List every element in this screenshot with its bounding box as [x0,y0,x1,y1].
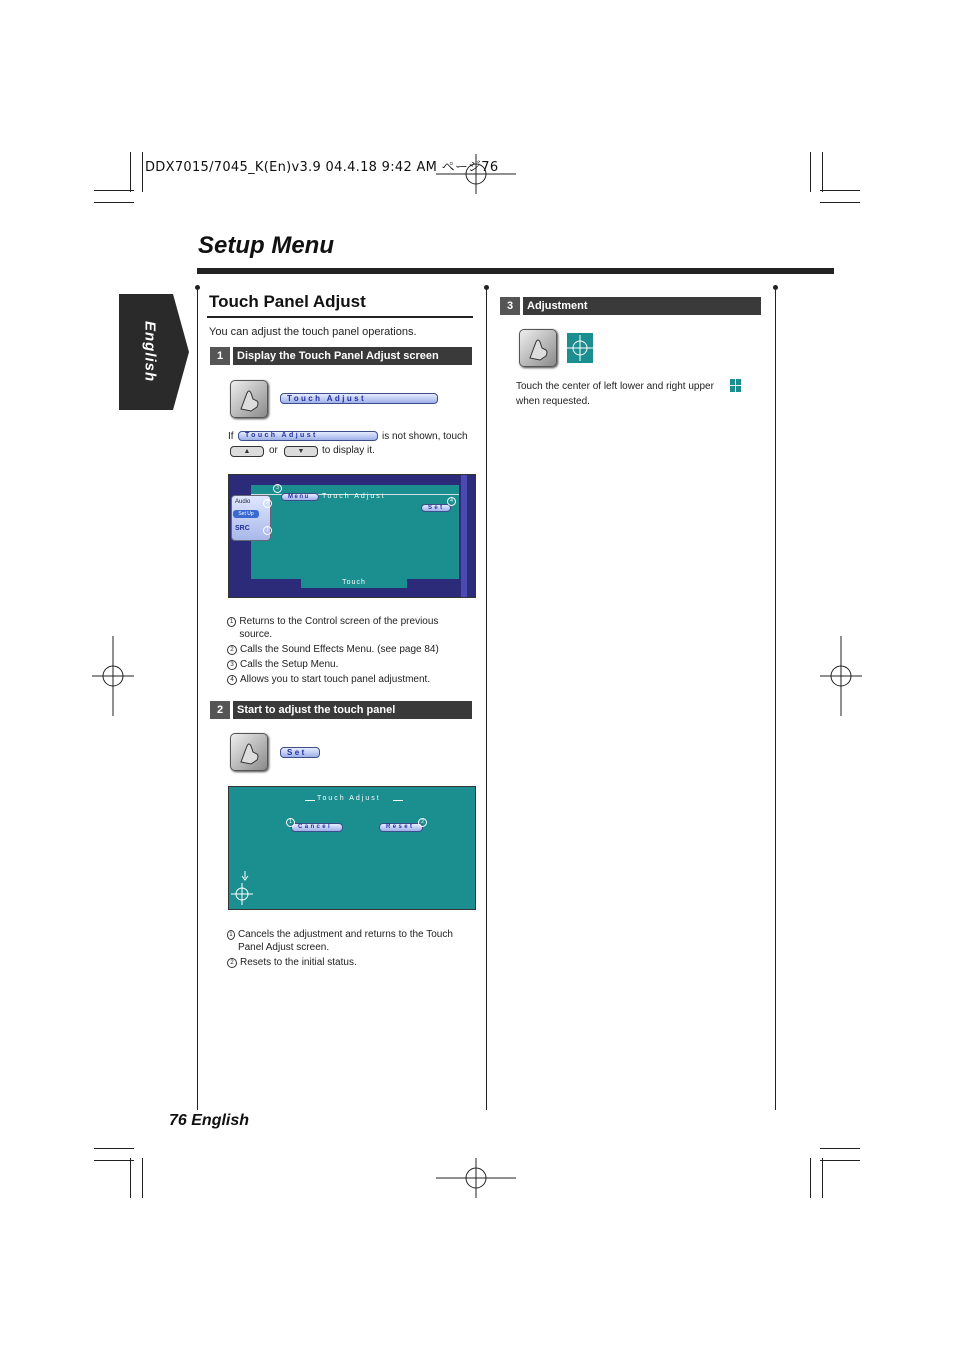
column-divider [486,290,487,1110]
crop-mark [94,1148,134,1149]
section-title: Touch Panel Adjust [209,292,366,311]
title-dash [305,800,315,801]
not-shown-text: is not shown, touch [382,431,468,442]
step-number: 3 [500,297,520,315]
crop-mark [820,1160,860,1161]
note-list [227,928,467,969]
registration-mark-icon [820,636,862,716]
note-number: 4 [227,675,237,685]
column-dot [484,285,489,290]
page-footer: 76 English [169,1112,250,1129]
setup-button[interactable]: Set Up [233,510,259,518]
note-text: Allows you to start touch panel adjustment. [240,674,431,685]
column-divider [197,290,198,1110]
marker-1: 1 [286,818,295,827]
screen-title: Touch Adjust [322,493,386,500]
crop-mark [820,1148,860,1149]
crop-mark [142,1158,143,1198]
crop-mark [94,1160,134,1161]
column-dot [773,285,778,290]
note-number: 3 [227,660,237,670]
marker-4: 4 [447,497,456,506]
note-item [227,928,467,954]
screen-right-band [461,475,467,597]
set-button[interactable]: Set [421,504,451,512]
column-dot [195,285,200,290]
crop-mark [822,1158,823,1198]
hand-touch-icon [230,733,268,771]
adjust-screen [228,786,476,910]
page-title: Setup Menu [198,232,334,259]
note-item [227,643,457,656]
or-text: or [269,445,278,456]
note-item [227,615,457,641]
step-number: 2 [210,701,230,719]
registration-mark-icon [436,136,516,216]
crop-mark [130,1158,131,1198]
marker-2: 2 [263,499,272,508]
language-tab-label: English [141,321,159,383]
crosshair-target-icon[interactable] [231,883,253,905]
touch-button[interactable]: Touch [301,578,407,588]
step-2-bar [210,701,472,719]
intro-text: You can adjust the touch panel operations. [209,326,417,338]
reset-button[interactable]: Reset [379,823,423,832]
down-arrow-icon [241,871,249,881]
step-3-bar [500,297,761,315]
scroll-down-button[interactable]: ▼ [284,446,318,457]
note-text: Resets to the initial status. [240,957,357,968]
step-number: 1 [210,347,230,365]
menu-button[interactable]: Menu [281,493,319,501]
crop-mark [820,190,860,191]
note-number: 2 [227,645,237,655]
crop-mark [142,152,143,192]
step-label: Display the Touch Panel Adjust screen [233,347,472,365]
section-rule [207,316,473,318]
column-divider [775,290,776,1110]
crop-mark [820,202,860,203]
crop-mark [810,1158,811,1198]
note-number: 2 [227,958,237,968]
step3-instruction-cont: when requested. [516,396,590,407]
touch-adjust-button[interactable]: Touch Adjust [280,393,438,404]
crop-mark [94,190,134,191]
note-item [227,673,457,686]
step-1-bar [210,347,472,365]
registration-mark-icon [436,1138,516,1218]
step-label: Start to adjust the touch panel [233,701,472,719]
note-text: Calls the Setup Menu. [240,659,339,670]
registration-mark-icon [92,636,134,716]
crop-mark [822,152,823,192]
note-item [227,658,457,671]
set-button[interactable]: Set [280,747,320,758]
step-label: Adjustment [523,297,761,315]
cancel-button[interactable]: Cancel [291,823,343,832]
marker-3: 3 [273,484,282,493]
title-rule [197,268,834,274]
note-text: Cancels the adjustment and returns to the Touch Panel Adjust screen. [237,929,453,953]
print-header: DDX7015/7045_K(En)v3.9 04.4.18 9:42 AM ページ76 [145,160,499,175]
hand-touch-icon [230,380,268,418]
language-tab [119,294,189,410]
crop-mark [130,152,131,192]
src-button[interactable]: SRC [235,525,250,532]
step3-instruction: Touch the center of left lower and right upper [516,381,714,392]
touch-adjust-screen [228,474,476,598]
touch-adjust-inline-button[interactable]: Touch Adjust [238,431,378,441]
crosshair-target-icon[interactable] [567,333,593,363]
crop-mark [810,152,811,192]
note-list [227,615,457,686]
title-dash [393,800,403,801]
small-crosshair-icon [730,379,741,392]
note-text: Calls the Sound Effects Menu. (see page 84) [240,644,439,655]
note-number: 1 [227,930,235,940]
audio-button[interactable]: Audio [235,499,251,505]
marker-2: 2 [418,818,427,827]
if-text: If [228,431,234,442]
note-text: Returns to the Control screen of the previous source. [239,616,439,640]
note-item [227,956,467,969]
scroll-up-button[interactable]: ▲ [230,446,264,457]
note-number: 1 [227,617,236,627]
marker-1: 1 [263,526,272,535]
to-display-text: to display it. [322,445,375,456]
hand-touch-icon [519,329,557,367]
crop-mark [94,202,134,203]
screen-title: Touch Adjust [317,795,381,802]
